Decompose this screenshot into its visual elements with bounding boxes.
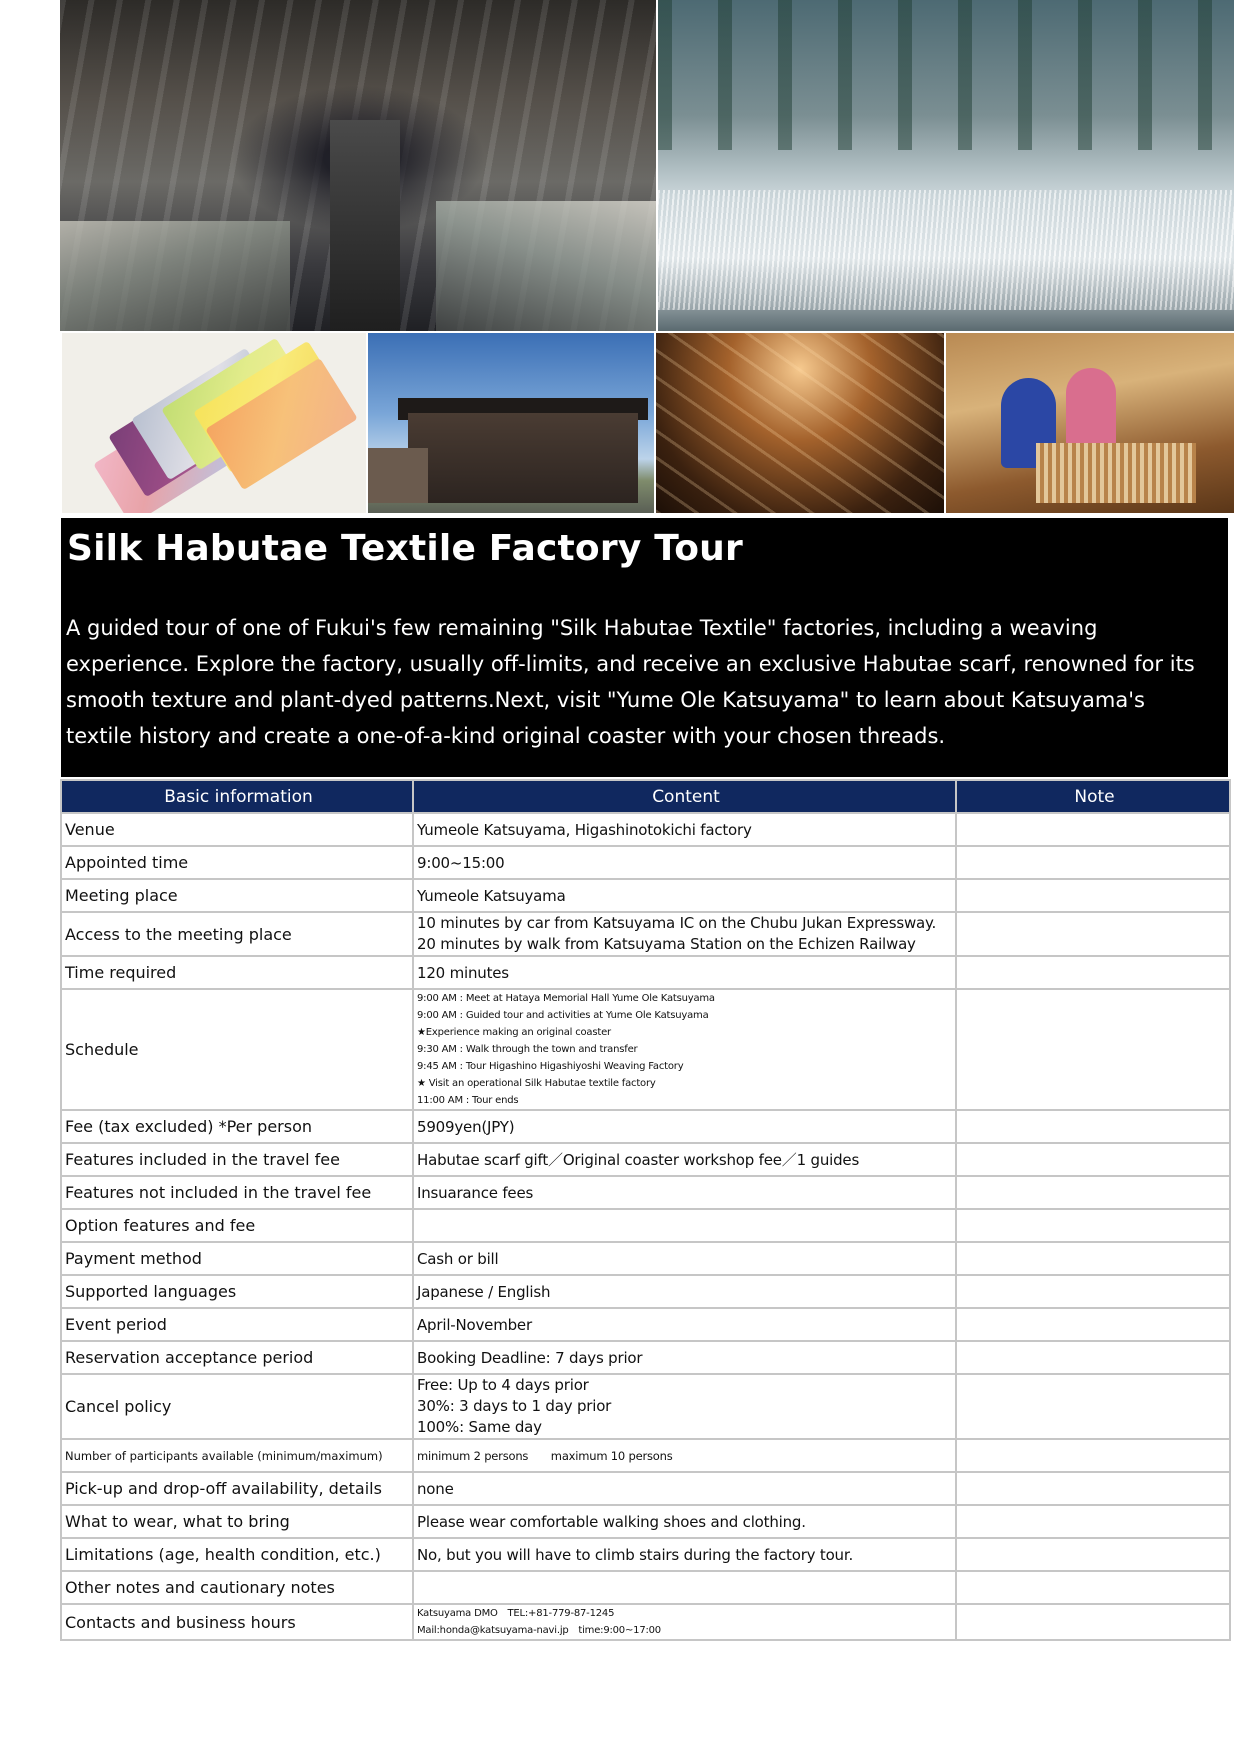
row-note bbox=[956, 1308, 1230, 1341]
table-row bbox=[61, 879, 1230, 912]
table-row bbox=[61, 1242, 1230, 1275]
row-content: 120 minutes bbox=[413, 956, 956, 989]
row-note bbox=[956, 989, 1230, 1110]
warp-threads-shape bbox=[658, 190, 1234, 310]
row-note bbox=[956, 912, 1230, 956]
table-row bbox=[61, 1209, 1230, 1242]
row-note bbox=[956, 1505, 1230, 1538]
row-note bbox=[956, 1209, 1230, 1242]
photo-children-weaving bbox=[946, 333, 1234, 513]
loom-shape bbox=[60, 221, 290, 331]
row-label: Time required bbox=[61, 956, 413, 989]
title-block bbox=[61, 518, 1228, 777]
row-label: Features included in the travel fee bbox=[61, 1143, 413, 1176]
row-label: Fee (tax excluded) *Per person bbox=[61, 1110, 413, 1143]
table-row bbox=[61, 1341, 1230, 1374]
row-label: Supported languages bbox=[61, 1275, 413, 1308]
table-row bbox=[61, 1176, 1230, 1209]
photo-weaving-factory-floor bbox=[60, 0, 656, 331]
row-note bbox=[956, 1341, 1230, 1374]
row-note bbox=[956, 1472, 1230, 1505]
row-label: Other notes and cautionary notes bbox=[61, 1571, 413, 1604]
row-content: 10 minutes by car from Katsuyama IC on the Chubu Jukan Expressway. 20 minutes by walk from Katsuyama Station on the Echizen Railway bbox=[413, 912, 956, 956]
page-title: Silk Habutae Textile Factory Tour bbox=[67, 528, 743, 569]
building-wing-shape bbox=[368, 448, 428, 503]
photo-loom-warp-threads bbox=[658, 0, 1234, 331]
row-note bbox=[956, 1275, 1230, 1308]
table-row bbox=[61, 1439, 1230, 1472]
row-label: Venue bbox=[61, 813, 413, 846]
row-content: April-November bbox=[413, 1308, 956, 1341]
row-note bbox=[956, 813, 1230, 846]
header-basic-information: Basic information bbox=[61, 780, 413, 813]
row-content bbox=[413, 1571, 956, 1604]
row-content: minimum 2 persons maximum 10 persons bbox=[413, 1439, 956, 1472]
row-note bbox=[956, 1374, 1230, 1439]
row-note bbox=[956, 956, 1230, 989]
row-label: Pick-up and drop-off availability, details bbox=[61, 1472, 413, 1505]
row-label: Appointed time bbox=[61, 846, 413, 879]
table-row bbox=[61, 846, 1230, 879]
row-note bbox=[956, 1439, 1230, 1472]
row-label: Number of participants available (minimum/maximum) bbox=[61, 1439, 413, 1472]
hand-loom-shape bbox=[1036, 443, 1196, 503]
row-content bbox=[413, 1209, 956, 1242]
row-content: 5909yen(JPY) bbox=[413, 1110, 956, 1143]
photo-dyed-scarves bbox=[62, 333, 366, 513]
photo-historic-loom-hall bbox=[656, 333, 944, 513]
row-label: Reservation acceptance period bbox=[61, 1341, 413, 1374]
row-content: 9:00~15:00 bbox=[413, 846, 956, 879]
header-note: Note bbox=[956, 780, 1230, 813]
table-row bbox=[61, 1604, 1230, 1640]
row-note bbox=[956, 1176, 1230, 1209]
row-content: No, but you will have to climb stairs during the factory tour. bbox=[413, 1538, 956, 1571]
table-row bbox=[61, 1505, 1230, 1538]
row-content: Cash or bill bbox=[413, 1242, 956, 1275]
header-content: Content bbox=[413, 780, 956, 813]
building-shape bbox=[408, 413, 638, 503]
row-label: Features not included in the travel fee bbox=[61, 1176, 413, 1209]
loom-shape bbox=[436, 201, 656, 331]
factory-aisle-shape bbox=[330, 120, 400, 331]
table-row bbox=[61, 1275, 1230, 1308]
photo-yume-ole-building bbox=[368, 333, 654, 513]
row-content: Yumeole Katsuyama bbox=[413, 879, 956, 912]
row-note bbox=[956, 1571, 1230, 1604]
row-note bbox=[956, 879, 1230, 912]
table-row bbox=[61, 1308, 1230, 1341]
row-label: Option features and fee bbox=[61, 1209, 413, 1242]
row-label: Schedule bbox=[61, 989, 413, 1110]
table-header-row bbox=[61, 780, 1230, 813]
row-note bbox=[956, 1242, 1230, 1275]
row-label: What to wear, what to bring bbox=[61, 1505, 413, 1538]
row-content: Free: Up to 4 days prior 30%: 3 days to 1 day prior 100%: Same day bbox=[413, 1374, 956, 1439]
row-note bbox=[956, 1538, 1230, 1571]
row-content: Booking Deadline: 7 days prior bbox=[413, 1341, 956, 1374]
table-row bbox=[61, 1143, 1230, 1176]
table-row bbox=[61, 1538, 1230, 1571]
row-content: Please wear comfortable walking shoes and clothing. bbox=[413, 1505, 956, 1538]
table-row bbox=[61, 956, 1230, 989]
row-note bbox=[956, 1143, 1230, 1176]
table-row bbox=[61, 989, 1230, 1110]
row-content: none bbox=[413, 1472, 956, 1505]
row-label: Event period bbox=[61, 1308, 413, 1341]
tour-description: A guided tour of one of Fukui's few remaining "Silk Habutae Textile" factories, including a weaving experience. Explore the factory, usually off-limits, and receive an exclusive Habutae scarf, renowned for its smooth texture and plant-dyed patterns.Next, visit "Yume Ole Katsuyama" to learn about Katsuyama's textile history and create a one-of-a-kind original coaster with your chosen threads. bbox=[66, 616, 1195, 748]
row-content: Insuarance fees bbox=[413, 1176, 956, 1209]
table-row bbox=[61, 1472, 1230, 1505]
row-label: Limitations (age, health condition, etc.) bbox=[61, 1538, 413, 1571]
row-note bbox=[956, 1604, 1230, 1640]
row-content: Katsuyama DMO TEL:+81-779-87-1245 Mail:honda@katsuyama-navi.jp time:9:00~17:00 bbox=[413, 1604, 956, 1640]
table-row bbox=[61, 1571, 1230, 1604]
row-label: Cancel policy bbox=[61, 1374, 413, 1439]
row-content: Japanese / English bbox=[413, 1275, 956, 1308]
table-row bbox=[61, 813, 1230, 846]
info-table bbox=[60, 779, 1231, 1641]
loom-frame-shape bbox=[658, 0, 1234, 150]
row-label: Payment method bbox=[61, 1242, 413, 1275]
table-row bbox=[61, 1110, 1230, 1143]
row-label: Access to the meeting place bbox=[61, 912, 413, 956]
table-row bbox=[61, 912, 1230, 956]
child-shape bbox=[1066, 368, 1116, 448]
row-note bbox=[956, 846, 1230, 879]
row-content: 9:00 AM : Meet at Hataya Memorial Hall Yume Ole Katsuyama 9:00 AM : Guided tour and activities at Yume Ole Katsuyama ★Experience making an original coaster 9:30 AM : Walk through the town and transfer 9:45 AM : Tour Higashino Higashiyoshi Weaving Factory ★ Visit an operational Silk Habutae textile factory 11:00 AM : Tour ends bbox=[413, 989, 956, 1110]
row-label: Meeting place bbox=[61, 879, 413, 912]
row-content: Yumeole Katsuyama, Higashinotokichi factory bbox=[413, 813, 956, 846]
row-note bbox=[956, 1110, 1230, 1143]
row-label: Contacts and business hours bbox=[61, 1604, 413, 1640]
table-row bbox=[61, 1374, 1230, 1439]
row-content: Habutae scarf gift／Original coaster workshop fee／1 guides bbox=[413, 1143, 956, 1176]
